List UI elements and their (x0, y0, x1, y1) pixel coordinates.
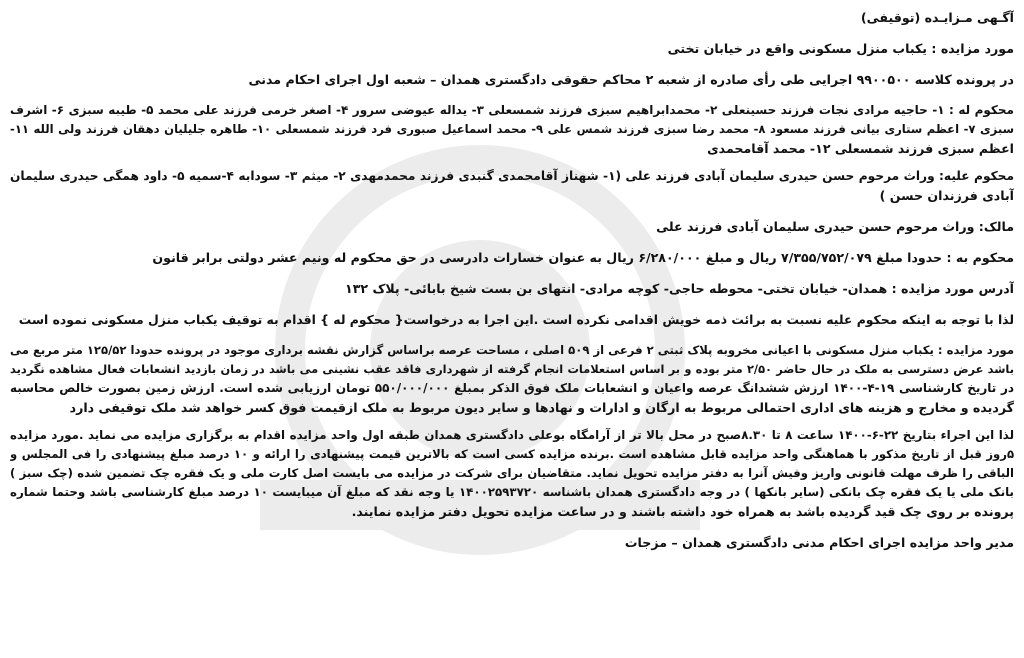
auction-subject: مورد مزایده : یکباب منزل مسکونی واقع در خیابان تختی (667, 41, 1014, 56)
address-line: آدرس مورد مزایده : همدان- خیابان تختی- محوطه حاجی- کوچه مرادی- انتهای بن بست شیخ بابائی- پلاک ۱۳۲ (345, 281, 1014, 296)
auction-line-4: بانک ملی یا یک فقره چک بانکی (سایر بانکها ) در وجه دادگستری همدان باشناسه ۱۴۰۰۲۵۹۳۷۲۰ یا وجه نقد که مبلغ آن میبایست ۱۰ درصد مبلغ کارشناسی باشد وحتما شماره (10, 485, 1014, 499)
auction-line-5: پرونده بر روی چک قید گردیده باشد به همراه خود داشته باشند و در ساعت مزایده تحویل دفتر مزایده نمایند. (351, 504, 1014, 519)
description-line-1: مورد مزایده : یکباب منزل مسکونی با اعیانی مخروبه پلاک ثبتی ۲ فرعی از ۵۰۹ اصلی ، مساحت عرصه براساس گزارش نقشه برداری موجود در پرونده حدودا ۱۲۵/۵۲ متر مربع می (10, 343, 1014, 357)
auction-line-3: الباقی را ظرف مهلت قانونی واریز وفیش آنرا به دفتر مزایده تحویل نماید. متقاضیان برای شرکت در مزایده می بایست اصل کارت ملی و یک فقره چک تضمین شده (چک سبز ) (10, 466, 1014, 480)
auction-line-2: ۵روز قبل از تاریخ مذکور با هماهنگی واحد مزایده قابل مشاهده است .برنده مزایده کسی است که بالاترین قیمت پیشنهادی را ارائه و ۱۰ درصد مبلغ پیشنهادی را فی المجلس و (10, 447, 1014, 461)
plaintiffs-line-2: سبزی ۷- اعظم ستاری بیانی فرزند مسعود ۸- محمد رضا سبزی فرزند شمس علی ۹- محمد اسماعیل صبوری فرد فرزند شمسعلی ۱۰- طاهره جلیلیان دهقان فرزند ولی الله ۱۱- (10, 122, 1014, 136)
judgment-line: محکوم به : حدودا مبلغ ۷/۳۵۵/۷۵۲/۰۷۹ ریال و مبلغ ۶/۲۸۰/۰۰۰ ریال به عنوان خسارات دادرسی در حق محکوم له ونیم عشر دولتی برابر قانون (152, 250, 1014, 265)
description-line-4: گردیده و مخارج و هزینه های اداری احتمالی مربوط به ارگان و ادارات و نهادها و سایر دیون مربوط به ملک ازقیمت فوق کسر خواهد شد ملک توقیفی دارد (69, 400, 1014, 415)
description-line-2: باشد عرض دسترسی به ملک در حال حاضر ۲/۵۰ متر بوده و بر اساس استعلامات انجام گرفته از شهرداری فاقد عقب نشینی می باشد در زمان بازدید انشعابات فعال مشاهده نگردید (10, 362, 1014, 376)
defendants-line-1: محکوم علیه: وراث مرحوم حسن حیدری سلیمان آبادی فرزند علی (۱- شهناز آقامحمدی گنبدی فرزند محمدمهدی ۲- میثم ۳- سودابه ۴-سمیه ۵- داود همگی حیدری سلیمان (10, 169, 1014, 183)
seizure-line: لذا با توجه به اینکه محکوم علیه نسبت به برائت ذمه خویش اقدامی نکرده است .این اجرا به درخواست{ محکوم له } اقدام به توقیف یکباب منزل مسکونی نموده است (18, 312, 1014, 327)
case-line: در پرونده کلاسه ۹۹۰۰۵۰۰ اجرایی طی رأی صادره از شعبه ۲ محاکم حقوقی دادگستری همدان – شعبه اول اجرای احکام مدنی (248, 72, 1014, 87)
auction-line-1: لذا این اجراء بتاریخ ۲۲-۶-۱۴۰۰ ساعت ۸ تا ۸.۳۰صبح در محل بالا تر از آرامگاه بوعلی دادگستری همدان طبقه اول واحد مزایده اقدام به برگزاری مزایده می نماید .مورد مزایده (10, 428, 1014, 442)
signature-line: مدیر واحد مزایده اجرای احکام مدنی دادگستری همدان – مزجات (624, 535, 1014, 550)
plaintiffs-line-3: اعظم سبزی فرزند شمسعلی ۱۲- محمد آقامحمدی (707, 141, 1014, 156)
notice-content (10, 8, 1014, 552)
description-line-3: در تاریخ کارشناسی ۱۹-۴-۱۴۰۰ ارزش ششدانگ عرصه واعیان و انشعابات ملک فوق الذکر بمبلغ ۵۵۰/۰۰۰/۰۰۰ تومان ارزیابی شده است. ارزش زمین بصورت خالص محاسبه (10, 381, 1014, 395)
plaintiffs-line-1: محکوم له : ۱- حاجیه مرادی نجات فرزند حسینعلی ۲- محمدابراهیم سبزی فرزند شمسعلی ۳- یداله عیوضی سرور ۴- اصغر خرمی فرزند علی محمد ۵- طیبه سبزی ۶- اشرف (10, 103, 1014, 117)
owner-line: مالک: وراث مرحوم حسن حیدری سلیمان آبادی فرزند علی (656, 219, 1014, 234)
defendants-line-2: آبادی فرزندان حسن ) (879, 188, 1014, 203)
notice-header: آگـهی مـزایـده (توقیفی) (860, 10, 1014, 25)
